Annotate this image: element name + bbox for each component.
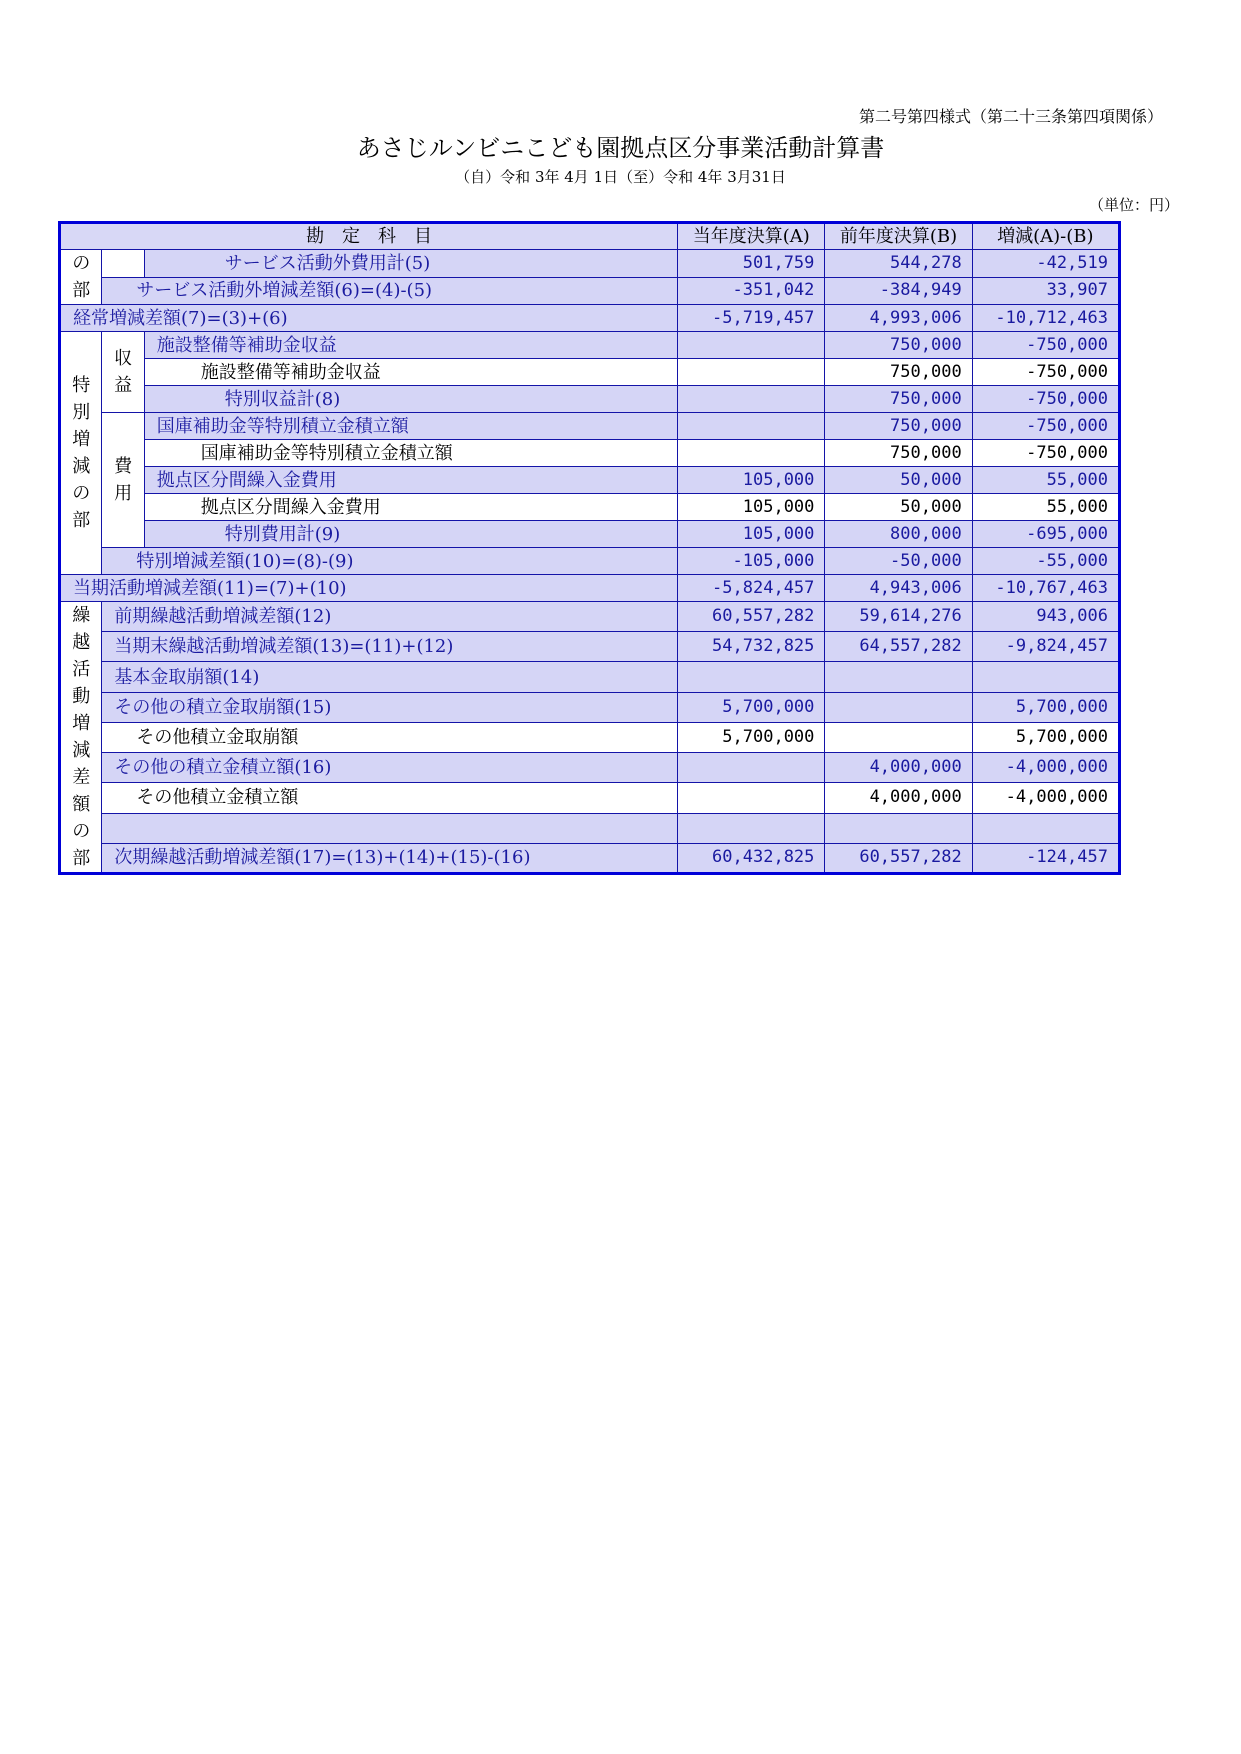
row-label	[102, 813, 678, 843]
value-difference: -4,000,000	[972, 783, 1119, 813]
value-difference: -42,519	[972, 250, 1119, 278]
row-label: 当期活動増減差額(11)=(7)+(10)	[60, 575, 678, 602]
document-title: あさじルンビニこども園拠点区分事業活動計算書	[356, 134, 885, 162]
value-current	[678, 662, 825, 692]
value-current: 105,000	[678, 521, 825, 548]
table-row	[60, 494, 1120, 521]
value-current: 105,000	[678, 494, 825, 521]
value-current	[678, 413, 825, 440]
row-label: 当期末繰越活動増減差額(13)=(11)+(12)	[102, 632, 678, 662]
value-difference: -695,000	[972, 521, 1119, 548]
value-current	[678, 813, 825, 843]
value-difference	[972, 813, 1119, 843]
header-previous-year: 前年度決算(B)	[825, 223, 972, 250]
row-label: 拠点区分間繰入金費用	[144, 467, 677, 494]
table-row	[60, 662, 1120, 692]
table-row	[60, 277, 1120, 305]
row-label: 前期繰越活動増減差額(12)	[102, 602, 678, 632]
value-previous: -384,949	[825, 277, 972, 305]
table-row	[60, 692, 1120, 722]
value-difference: -750,000	[972, 359, 1119, 386]
value-previous: 64,557,282	[825, 632, 972, 662]
table-row	[60, 632, 1120, 662]
value-difference: -750,000	[972, 386, 1119, 413]
value-previous: 60,557,282	[825, 843, 972, 873]
table-row	[60, 813, 1120, 843]
value-previous: 750,000	[825, 359, 972, 386]
table-row	[60, 575, 1120, 602]
value-previous: 50,000	[825, 467, 972, 494]
table-header-row	[60, 223, 1120, 250]
row-label: 特別増減差額(10)=(8)-(9)	[102, 548, 678, 575]
header-difference: 増減(A)-(B)	[972, 223, 1119, 250]
table-row	[60, 548, 1120, 575]
value-current: 5,700,000	[678, 692, 825, 722]
value-difference: 55,000	[972, 494, 1119, 521]
value-difference: -55,000	[972, 548, 1119, 575]
table-row	[60, 722, 1120, 752]
value-previous: -50,000	[825, 548, 972, 575]
value-current	[678, 753, 825, 783]
value-current: -5,719,457	[678, 305, 825, 332]
value-previous: 750,000	[825, 413, 972, 440]
value-current: -5,824,457	[678, 575, 825, 602]
value-previous: 4,993,006	[825, 305, 972, 332]
value-current: -351,042	[678, 277, 825, 305]
value-difference: 55,000	[972, 467, 1119, 494]
table-row	[60, 783, 1120, 813]
table-row	[60, 332, 1120, 359]
category-special-expense: 費用	[102, 413, 144, 548]
value-previous: 750,000	[825, 440, 972, 467]
value-previous: 4,943,006	[825, 575, 972, 602]
value-current	[678, 386, 825, 413]
table-row	[60, 753, 1120, 783]
row-label: 拠点区分間繰入金費用	[144, 494, 677, 521]
value-difference: 5,700,000	[972, 692, 1119, 722]
row-label: 施設整備等補助金収益	[144, 359, 677, 386]
value-previous: 750,000	[825, 332, 972, 359]
header-current-year: 当年度決算(A)	[678, 223, 825, 250]
value-previous: 544,278	[825, 250, 972, 278]
value-difference: -750,000	[972, 440, 1119, 467]
value-difference: -750,000	[972, 413, 1119, 440]
table-row	[60, 440, 1120, 467]
row-label: サービス活動外増減差額(6)=(4)-(5)	[102, 277, 678, 305]
row-label: 特別費用計(9)	[144, 521, 677, 548]
value-current: 5,700,000	[678, 722, 825, 752]
value-difference: -4,000,000	[972, 753, 1119, 783]
value-previous: 4,000,000	[825, 783, 972, 813]
value-difference	[972, 662, 1119, 692]
table-row	[60, 467, 1120, 494]
value-difference: -10,712,463	[972, 305, 1119, 332]
value-current: -105,000	[678, 548, 825, 575]
activity-statement-table	[58, 221, 1121, 875]
table-row	[60, 843, 1120, 873]
category-no-bu: の部	[60, 250, 102, 305]
value-current	[678, 440, 825, 467]
value-previous	[825, 662, 972, 692]
value-previous: 50,000	[825, 494, 972, 521]
value-difference: 943,006	[972, 602, 1119, 632]
category-carryover: 繰越活動増減差額の部	[60, 602, 102, 874]
row-label: その他積立金積立額	[102, 783, 678, 813]
row-label: その他積立金取崩額	[102, 722, 678, 752]
value-current: 60,432,825	[678, 843, 825, 873]
table-row	[60, 305, 1120, 332]
row-label: 特別収益計(8)	[144, 386, 677, 413]
value-current: 501,759	[678, 250, 825, 278]
value-current: 54,732,825	[678, 632, 825, 662]
value-current	[678, 783, 825, 813]
value-difference: -750,000	[972, 332, 1119, 359]
table-row	[60, 386, 1120, 413]
value-difference: -9,824,457	[972, 632, 1119, 662]
row-label: その他の積立金積立額(16)	[102, 753, 678, 783]
value-current	[678, 359, 825, 386]
header-item: 勘 定 科 目	[60, 223, 678, 250]
table-row	[60, 521, 1120, 548]
table-row	[60, 602, 1120, 632]
unit-label: （単位：円）	[1088, 196, 1179, 214]
row-label: 基本金取崩額(14)	[102, 662, 678, 692]
value-difference: 33,907	[972, 277, 1119, 305]
row-label: 経常増減差額(7)=(3)+(6)	[60, 305, 678, 332]
value-current	[678, 332, 825, 359]
category-special-income: 収益	[102, 332, 144, 413]
table-row	[60, 413, 1120, 440]
value-previous	[825, 692, 972, 722]
value-previous: 750,000	[825, 386, 972, 413]
value-previous: 800,000	[825, 521, 972, 548]
value-previous: 4,000,000	[825, 753, 972, 783]
row-label: 施設整備等補助金収益	[144, 332, 677, 359]
fiscal-period: （自）令和 3年 4月 1日（至）令和 4年 3月31日	[455, 168, 786, 186]
value-current: 105,000	[678, 467, 825, 494]
form-note: 第二号第四様式（第二十三条第四項関係）	[858, 107, 1163, 126]
value-difference: -124,457	[972, 843, 1119, 873]
row-label: 国庫補助金等特別積立金積立額	[144, 413, 677, 440]
table-row	[60, 250, 1120, 278]
value-previous	[825, 813, 972, 843]
value-difference: 5,700,000	[972, 722, 1119, 752]
table-row	[60, 359, 1120, 386]
row-label: その他の積立金取崩額(15)	[102, 692, 678, 722]
row-label: サービス活動外費用計(5)	[144, 250, 677, 278]
blank-cell	[102, 250, 144, 278]
row-label: 国庫補助金等特別積立金積立額	[144, 440, 677, 467]
category-special: 特別増減の部	[60, 332, 102, 575]
row-label: 次期繰越活動増減差額(17)=(13)+(14)+(15)-(16)	[102, 843, 678, 873]
value-previous: 59,614,276	[825, 602, 972, 632]
value-current: 60,557,282	[678, 602, 825, 632]
value-previous	[825, 722, 972, 752]
value-difference: -10,767,463	[972, 575, 1119, 602]
